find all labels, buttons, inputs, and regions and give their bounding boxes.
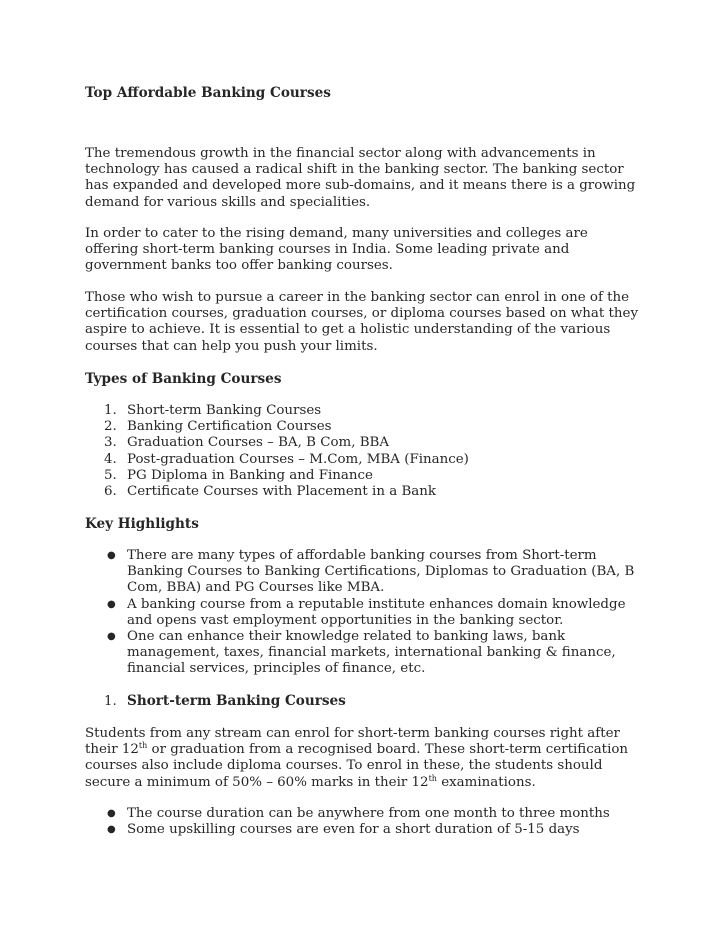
intro-paragraph-2: In order to cater to the rising demand, many universities and colleges are offering short-term banking courses in India. Some leading private and government banks too offer banking courses. (85, 226, 588, 274)
list-item-text: One can enhance their knowledge related to banking laws, bank management, taxes, financial markets, international banking & finance, financial services, principles of finance, etc. (127, 629, 616, 677)
section-number: 1. (104, 694, 117, 709)
list-item-text: Graduation Courses – BA, B Com, BBA (127, 435, 390, 451)
section-bullets (85, 806, 645, 838)
section-text-part: examinations. (436, 774, 536, 790)
list-item (85, 452, 645, 468)
ordinal-suffix: th (428, 773, 437, 783)
list-number: 2. (104, 419, 117, 435)
section-heading: Short-term Banking Courses (127, 693, 346, 709)
highlights-list (85, 548, 645, 678)
list-item (85, 806, 645, 822)
highlights-heading: Key Highlights (85, 516, 199, 532)
list-number: 3. (104, 435, 117, 451)
types-heading: Types of Banking Courses (85, 371, 282, 387)
list-item-text: Banking Certification Courses (127, 419, 332, 435)
list-item (85, 629, 645, 678)
list-number: 4. (104, 451, 117, 467)
list-item-text: Post-graduation Courses – M.Com, MBA (Finance) (127, 451, 469, 467)
list-item-text: The course duration can be anywhere from one month to three months (127, 806, 610, 821)
list-item (85, 468, 645, 484)
types-list (85, 403, 645, 500)
list-item-text: PG Diploma in Banking and Finance (127, 467, 373, 483)
section-paragraph (85, 726, 645, 791)
list-number: 1. (104, 403, 117, 418)
list-number: 5. (104, 467, 117, 483)
list-item (85, 597, 645, 629)
intro-paragraph-1: The tremendous growth in the financial sector along with advancements in technology has caused a radical shift in the banking sector. The banking sector has expanded and developed more sub-domains, and it means there is a growing demand for various skills and specialities. (85, 146, 636, 210)
list-item (85, 484, 645, 500)
list-item (85, 822, 645, 838)
list-item (85, 435, 645, 451)
list-item (85, 548, 645, 597)
bullet-icon: ● (107, 631, 116, 643)
list-item-text: There are many types of affordable banking courses from Short-term Banking Courses to Banking Certifications, Diplomas to Graduation (BA, B Com, BBA) and PG Courses like MBA. (127, 548, 635, 596)
list-item-text: A banking course from a reputable institute enhances domain knowledge and opens vast employment opportunities in the banking sector. (127, 596, 626, 628)
bullet-icon: ● (107, 598, 116, 610)
section-text-part: Students from any stream can enrol for short-term banking courses right after their 12 (85, 726, 620, 758)
bullet-icon: ● (107, 824, 116, 836)
list-item (85, 403, 645, 419)
list-item (85, 419, 645, 435)
page-title: Top Affordable Banking Courses (85, 85, 331, 101)
list-item-text: Some upskilling courses are even for a short duration of 5-15 days (127, 822, 580, 838)
list-item-text: Certificate Courses with Placement in a Bank (127, 484, 437, 500)
bullet-icon: ● (107, 808, 116, 819)
list-number: 6. (104, 484, 117, 500)
bullet-icon: ● (107, 550, 116, 561)
list-item-text: Short-term Banking Courses (127, 403, 322, 418)
ordinal-suffix: th (138, 741, 148, 751)
intro-paragraph-3: Those who wish to pursue a career in the banking sector can enrol in one of the certification courses, graduation courses, or diploma courses based on what they aspire to achieve. It is essential to get a holistic understanding of the various courses that can help you push your limits. (85, 290, 639, 354)
section-text-part: or graduation from a recognised board. These short-term certification courses also include diploma courses. To enrol in these, the students should secure a minimum of 50% – 60% marks in their 12 (85, 742, 629, 790)
